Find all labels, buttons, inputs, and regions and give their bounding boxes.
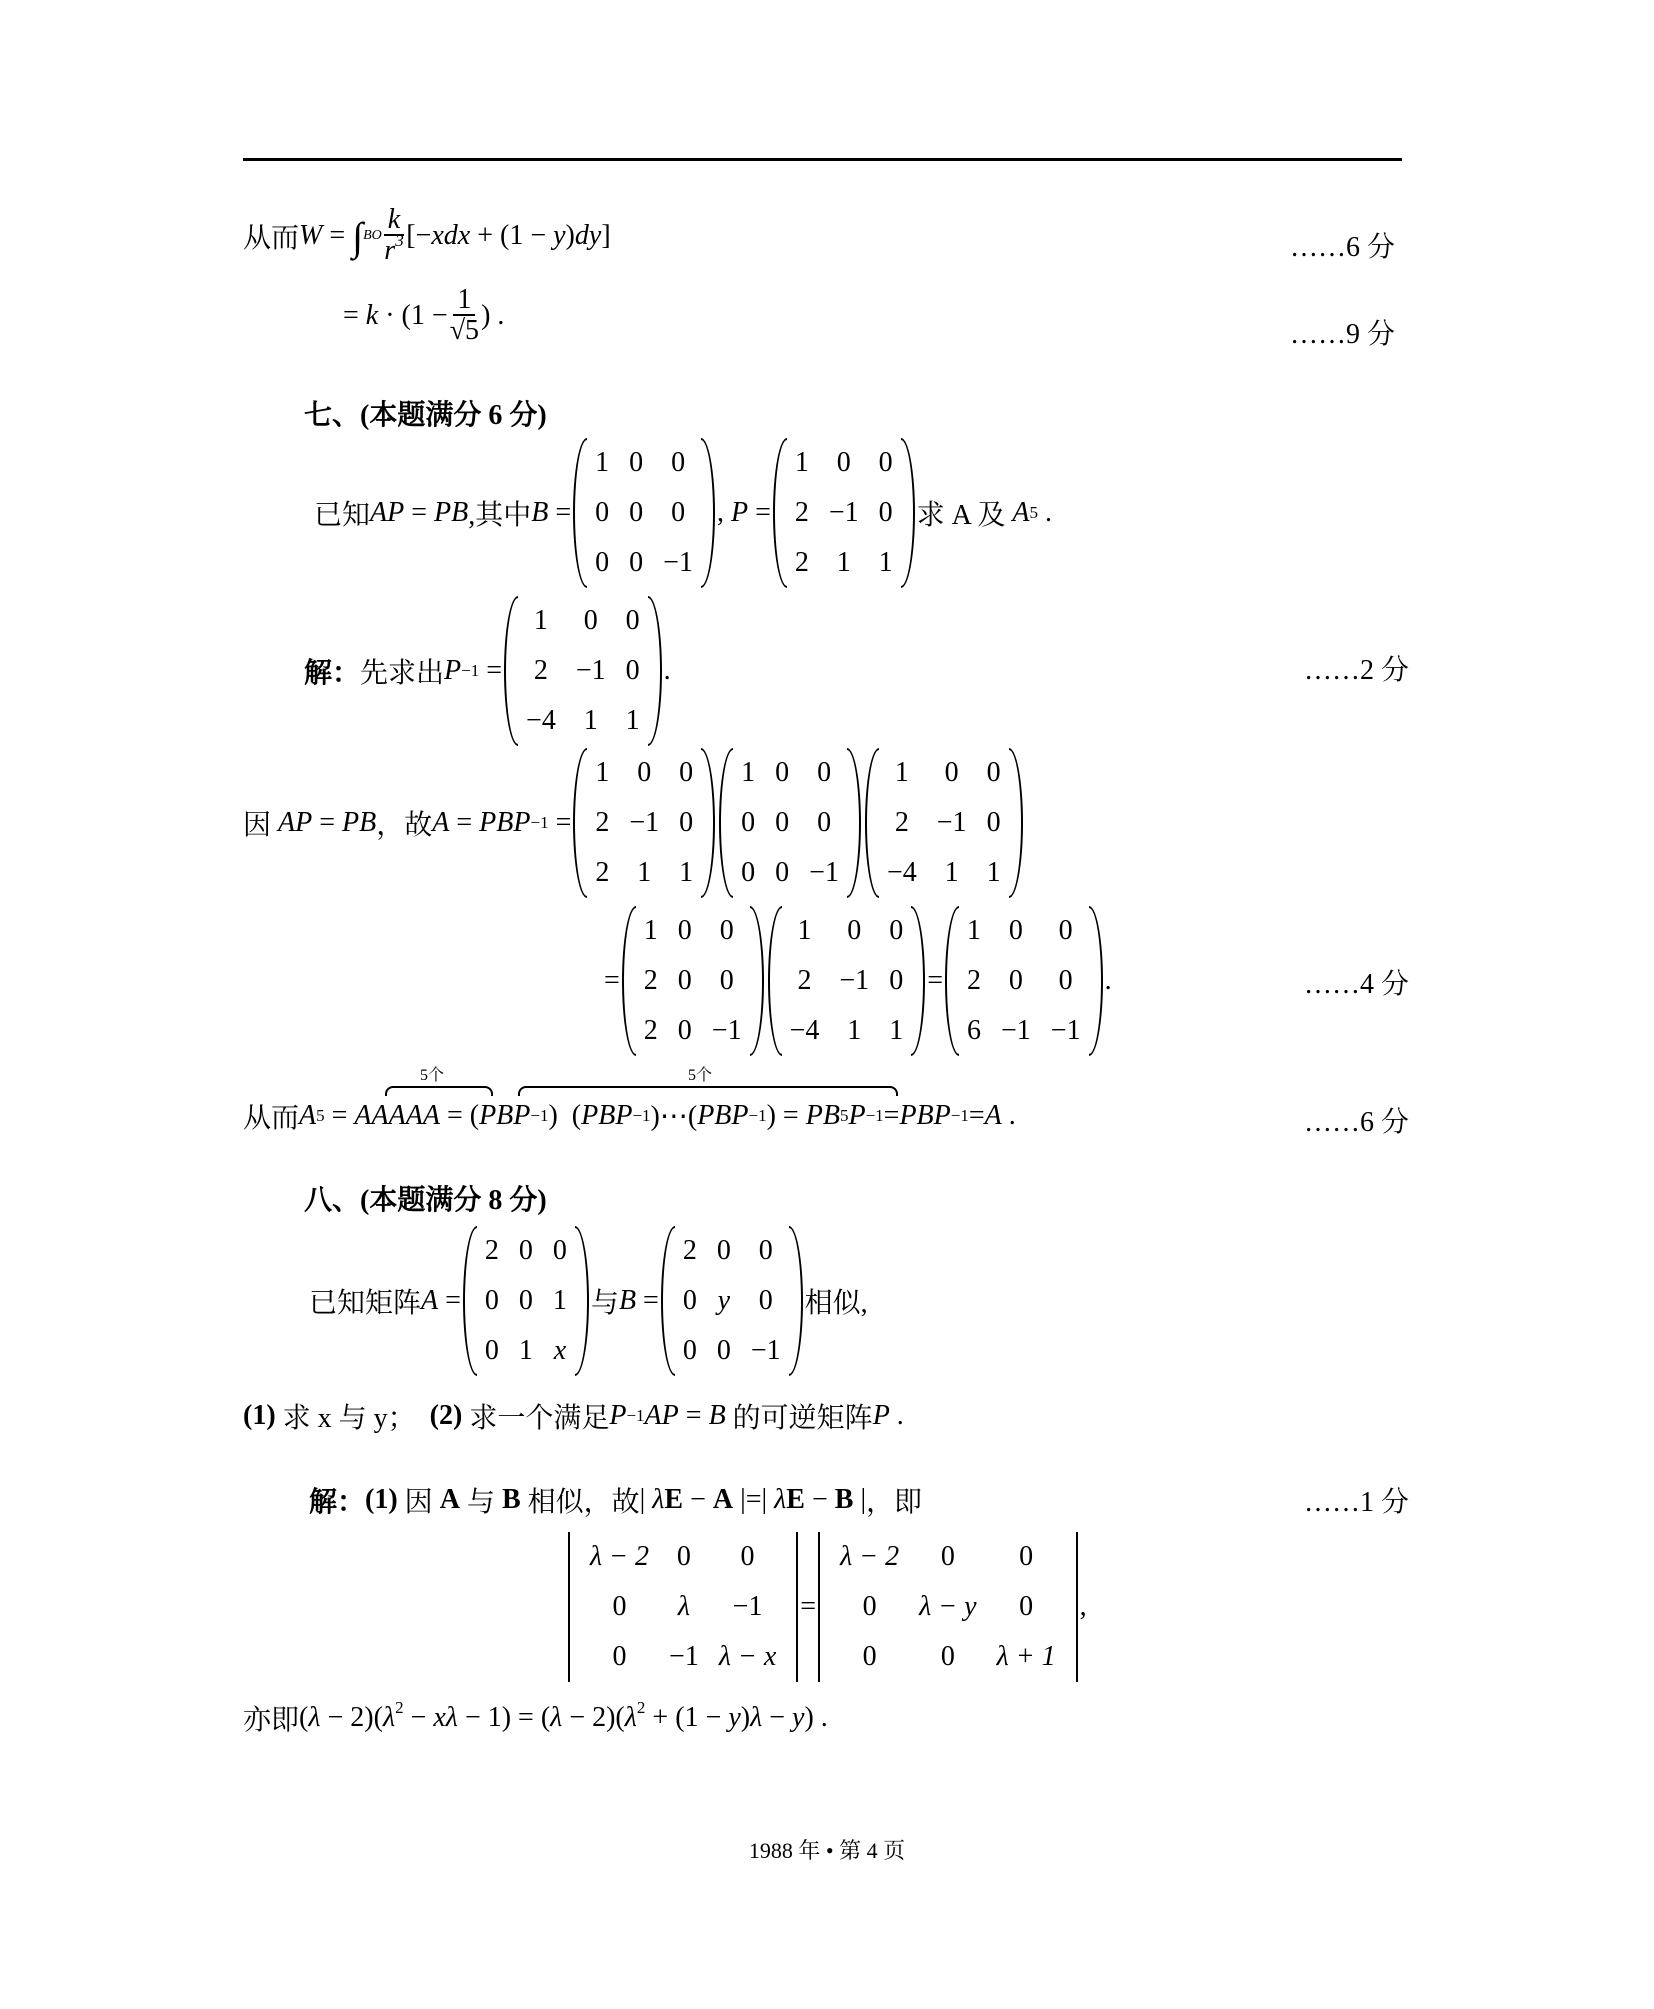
matrix-row [580,1632,786,1682]
matrix-cell: 2 [595,807,610,838]
sec8-sol-label: 解： [309,1487,366,1518]
matrix-cell: 1 [625,705,640,736]
matrix-cell: −4 [789,1015,820,1046]
matrix-cell: 0 [612,1591,627,1622]
matrix-cell: λ − 2 [840,1541,900,1572]
matrix-row [780,1006,914,1056]
matrix-cell: 0 [595,497,610,528]
matrix-cell: 0 [878,497,893,528]
matrix-row [585,538,703,588]
matrix-cell: 0 [625,605,640,636]
sec7-given-mid: ,其中 [468,500,532,531]
sec7-given-prefix: 已知 [314,500,371,531]
matrix-cell: −1 [839,965,870,996]
also-prefix: 亦即 [243,1705,300,1736]
matrix-cell: 0 [595,547,610,578]
sec8-sol-b: 与 [466,1487,495,1518]
header-rule [243,158,1402,161]
det-right [818,1532,1078,1682]
matrix-cell: 0 [889,965,904,996]
sec7-final-prefix: 从而 [243,1103,300,1134]
page-footer: 1988 年 • 第 4 页 [748,1838,906,1863]
matrix-cell: 0 [625,655,640,686]
sec7-sol-text: 先求出 [360,658,445,689]
matrix-cell: 2 [794,547,809,578]
matrix-row [634,1006,752,1056]
matrix-cell: 0 [719,965,734,996]
score-9: ……9 分 [1290,319,1396,350]
sec8-sol-a: 因 [404,1487,433,1518]
matrix-Pinv-prod [865,748,1023,898]
matrix-row [731,798,849,848]
matrix-cell: 1 [836,547,851,578]
matrix-row [585,798,703,848]
matrix-row [634,956,752,1006]
matrix-P-7 [773,438,915,588]
matrix-cell: 1 [518,1335,533,1366]
score-6: ……6 分 [1290,232,1396,263]
matrix-cell: 1 [966,915,981,946]
sec7-because: 因 [243,810,272,841]
matrix-cell: −1 [732,1591,763,1622]
matrix-row [516,696,650,746]
matrix-cell: 0 [940,1641,955,1672]
brace-right [518,1086,898,1096]
matrix-cell: 0 [1008,915,1023,946]
matrix-cell: 1 [595,757,610,788]
matrix-cell: 0 [836,447,851,478]
matrix-cell: 0 [1019,1591,1034,1622]
q2-text-b: 的可逆矩阵 [732,1403,873,1434]
sec7-step-line: = 1 0 0 2 0 0 2 0 −1 1 0 0 2 −1 0 −4 1 1 = 1 0 0 2 0 0 6 −1 −1 . [604,906,1112,1056]
matrix-Pinv [504,596,662,746]
det-equation: λ − 2 0 0 0 λ −1 0 −1 λ − x = λ − 2 0 0 0 λ − y 0 0 0 λ + 1 , [566,1532,1087,1682]
matrix-cell: 0 [1058,915,1073,946]
matrix-cell: 0 [583,605,598,636]
matrix-cell: 0 [671,497,686,528]
matrix-cell: 1 [797,915,812,946]
matrix-row [780,906,914,956]
matrix-B-prod [719,748,861,898]
matrix-cell: 0 [1008,965,1023,996]
matrix-cell: 0 [775,757,790,788]
matrix-row [877,848,1011,898]
matrix-row [957,1006,1091,1056]
matrix-row [585,748,703,798]
matrix-row [516,646,650,696]
matrix-cell: 0 [1019,1541,1034,1572]
matrix-row [580,1532,786,1582]
matrix-cell: −1 [663,547,693,578]
matrix-row [780,956,914,1006]
matrix-cell: 1 [986,857,1001,888]
char-poly-line: 亦即 $(\lambda - 2)(\lambda^2 - x\lambda - 1) = (\lambda - 2)(\lambda^2 + (1 - y)\lambda - y)$ . [243,1698,828,1736]
score-6b: ……6 分 [1304,1107,1410,1138]
matrix-cell: 1 [878,547,893,578]
brace-label-left: 5个 [420,1067,445,1084]
matrix-cell: 0 [862,1641,877,1672]
matrix-cell: 2 [643,965,658,996]
matrix-row [585,848,703,898]
matrix-cell: 0 [682,1285,697,1316]
sec8-sol-part: (1) [365,1484,398,1515]
matrix-cell: −1 [828,497,859,528]
matrix-cell: 1 [533,605,548,636]
matrix-cell: 2 [682,1235,697,1266]
sec8-given-prefix: 已知矩阵 [309,1288,422,1319]
matrix-cell: 0 [940,1541,955,1572]
sec8-given: 已知矩阵 A = 2 0 0 0 0 1 0 1 x 与 B = 2 0 0 0 y 0 0 0 −1 相似, [309,1226,868,1376]
matrix-row [673,1276,791,1326]
matrix-row [785,488,903,538]
matrix-row [785,438,903,488]
matrix-cell: 0 [775,807,790,838]
section-7-title: 七、(本题满分 6 分) [304,400,547,431]
matrix-row [731,748,849,798]
matrix-cell: 2 [794,497,809,528]
work-integral-line: 从而 W = ∫ BO $\frac{k}{r^3}$ [−xdx + (1 − y)dy] [243,204,611,267]
matrix-cell: 0 [552,1235,567,1266]
sec8-given-mid: 与 [590,1288,619,1319]
sec8-given-suffix: 相似, [804,1288,868,1319]
matrix-A-result [945,906,1103,1056]
matrix-row [877,748,1011,798]
matrix-cell: 2 [797,965,812,996]
matrix-cell: λ − y [919,1591,977,1622]
matrix-cell: 0 [629,447,644,478]
matrix-cell: λ + 1 [996,1641,1056,1672]
brace-left [385,1086,493,1096]
matrix-cell: 1 [552,1285,567,1316]
matrix-cell: 0 [716,1335,731,1366]
matrix-cell: 1 [794,447,809,478]
matrix-cell: 0 [671,447,686,478]
matrix-cell: 1 [595,447,610,478]
matrix-row [957,956,1091,1006]
matrix-cell: 1 [944,857,959,888]
matrix-cell: x [553,1335,567,1366]
matrix-cell: −1 [711,1015,742,1046]
matrix-row [830,1582,1066,1632]
sec8-sol-c: 相似，故 [527,1487,640,1518]
matrix-cell: 0 [682,1335,697,1366]
brace-label-right: 5个 [688,1067,713,1084]
work-result-line: = k · (1 − $\frac{1}{√5}$ ) . [343,284,505,347]
matrix-row [785,538,903,588]
matrix-B-7 [573,438,715,588]
matrix-cell: 1 [583,705,598,736]
matrix-cell: −1 [669,1641,699,1672]
score-4: ……4 分 [1304,969,1410,1000]
matrix-A-8 [463,1226,589,1376]
sec7-given: 已知 AP = PB ,其中 B = 1 0 0 0 0 0 0 0 −1 , P = 1 0 0 2 −1 0 2 1 1 求 A 及 A 5 . [314,438,1052,588]
matrix-cell: 2 [595,857,610,888]
matrix-cell: 0 [637,757,652,788]
sec7-therefore: ，故 [376,810,433,841]
matrix-cell: 0 [1058,965,1073,996]
matrix-cell: −1 [1000,1015,1031,1046]
sec7-solution-pinv: 解： 先求出 P −1 = 1 0 0 2 −1 0 −4 1 1 . [304,596,671,746]
matrix-cell: 0 [889,915,904,946]
matrix-cell: 2 [484,1235,499,1266]
matrix-cell: 2 [533,655,548,686]
sec8-sol-d: ，即 [866,1487,923,1518]
matrix-P-prod [573,748,715,898]
matrix-cell: −4 [886,857,917,888]
matrix-row [830,1632,1066,1682]
matrix-cell: 1 [889,1015,904,1046]
matrix-cell: −1 [629,807,660,838]
sec8-solution: 解： (1) 因 A 与 B 相似，故 | λE − A |=| λE − B | ，即 [309,1480,922,1520]
matrix-cell: 0 [679,757,694,788]
matrix-row [585,438,703,488]
matrix-cell: 0 [679,807,694,838]
matrix-cell: 0 [716,1235,731,1266]
matrix-cell: 0 [817,757,832,788]
matrix-cell: 0 [862,1591,877,1622]
matrix-step [622,906,764,1056]
matrix-cell: 0 [986,807,1001,838]
matrix-cell: λ − 2 [590,1541,650,1572]
matrix-cell: 0 [741,807,756,838]
matrix-cell: 1 [637,857,652,888]
q1-label: (1) [243,1400,276,1431]
matrix-cell: 1 [679,857,694,888]
matrix-cell: 0 [878,447,893,478]
matrix-cell: −1 [809,857,839,888]
q2-label: (2) [429,1400,463,1431]
matrix-Pinv-step [768,906,926,1056]
matrix-row [580,1582,786,1632]
q2-text-a: 求一个满足 [469,1403,610,1434]
matrix-cell: 0 [484,1335,499,1366]
matrix-cell: 1 [847,1015,862,1046]
matrix-cell: 0 [677,965,692,996]
matrix-cell: 0 [758,1285,773,1316]
matrix-cell: 0 [986,757,1001,788]
matrix-cell: −1 [1050,1015,1081,1046]
matrix-row [673,1326,791,1376]
matrix-cell: 0 [677,915,692,946]
matrix-cell: 2 [894,807,909,838]
matrix-cell: λ [677,1591,690,1622]
matrix-cell: 6 [966,1015,981,1046]
matrix-cell: 0 [518,1235,533,1266]
matrix-row [516,596,650,646]
det-left [568,1532,798,1682]
matrix-cell: 0 [629,547,644,578]
matrix-cell: 0 [676,1541,691,1572]
matrix-row [585,488,703,538]
matrix-row [475,1326,577,1376]
matrix-cell: 1 [741,757,756,788]
matrix-cell: 0 [719,915,734,946]
q1-text: 求 x 与 y； [282,1403,416,1434]
matrix-row [475,1226,577,1276]
matrix-cell: −4 [526,705,556,736]
matrix-cell: −1 [936,807,967,838]
sec7-product-line: 因 AP = PB ，故 A = PBP −1 = 1 0 0 2 −1 0 2 1 1 1 0 0 0 0 0 0 0 −1 1 0 0 2 −1 0 −4 1 1 [243,748,1025,898]
matrix-cell: 0 [484,1285,499,1316]
matrix-cell: −1 [575,655,606,686]
matrix-cell: 0 [817,807,832,838]
matrix-row [830,1532,1066,1582]
matrix-cell: 0 [775,857,790,888]
matrix-cell: y [717,1285,731,1316]
matrix-row [957,906,1091,956]
matrix-cell: −1 [750,1335,781,1366]
matrix-cell: 2 [643,1015,658,1046]
matrix-cell: 0 [944,757,959,788]
matrix-cell: 0 [518,1285,533,1316]
matrix-cell: λ − x [718,1641,777,1672]
matrix-row [673,1226,791,1276]
matrix-B-8 [661,1226,803,1376]
matrix-cell: 2 [966,965,981,996]
matrix-cell: 0 [741,857,756,888]
matrix-cell: 1 [643,915,658,946]
score-2: ……2 分 [1304,655,1410,686]
matrix-row [634,906,752,956]
matrix-cell: 0 [758,1235,773,1266]
section-8-title: 八、(本题满分 8 分) [304,1185,547,1216]
matrix-row [731,848,849,898]
sec7-power-line: 从而 A 5 = AAAAA = ( PBP −1 ) ( PBP −1 )⋯( PBP −1 ) = PB 5 P −1 = PBP −1 = A . [243,1096,1016,1136]
sec7-sol-label: 解： [304,658,361,689]
matrix-row [877,798,1011,848]
matrix-cell: 0 [740,1541,755,1572]
matrix-cell: 0 [847,915,862,946]
sec8-questions: (1) 求 x 与 y； (2) 求一个满足 P −1 AP = B 的可逆矩阵 P . [243,1396,904,1436]
matrix-cell: 0 [612,1641,627,1672]
matrix-row [475,1276,577,1326]
matrix-cell: 1 [894,757,909,788]
matrix-cell: 0 [677,1015,692,1046]
sec7-given-suffix: 求 A 及 [916,500,1006,531]
score-1: ……1 分 [1304,1487,1410,1518]
work-prefix: 从而 [243,223,300,255]
matrix-cell: 0 [629,497,644,528]
